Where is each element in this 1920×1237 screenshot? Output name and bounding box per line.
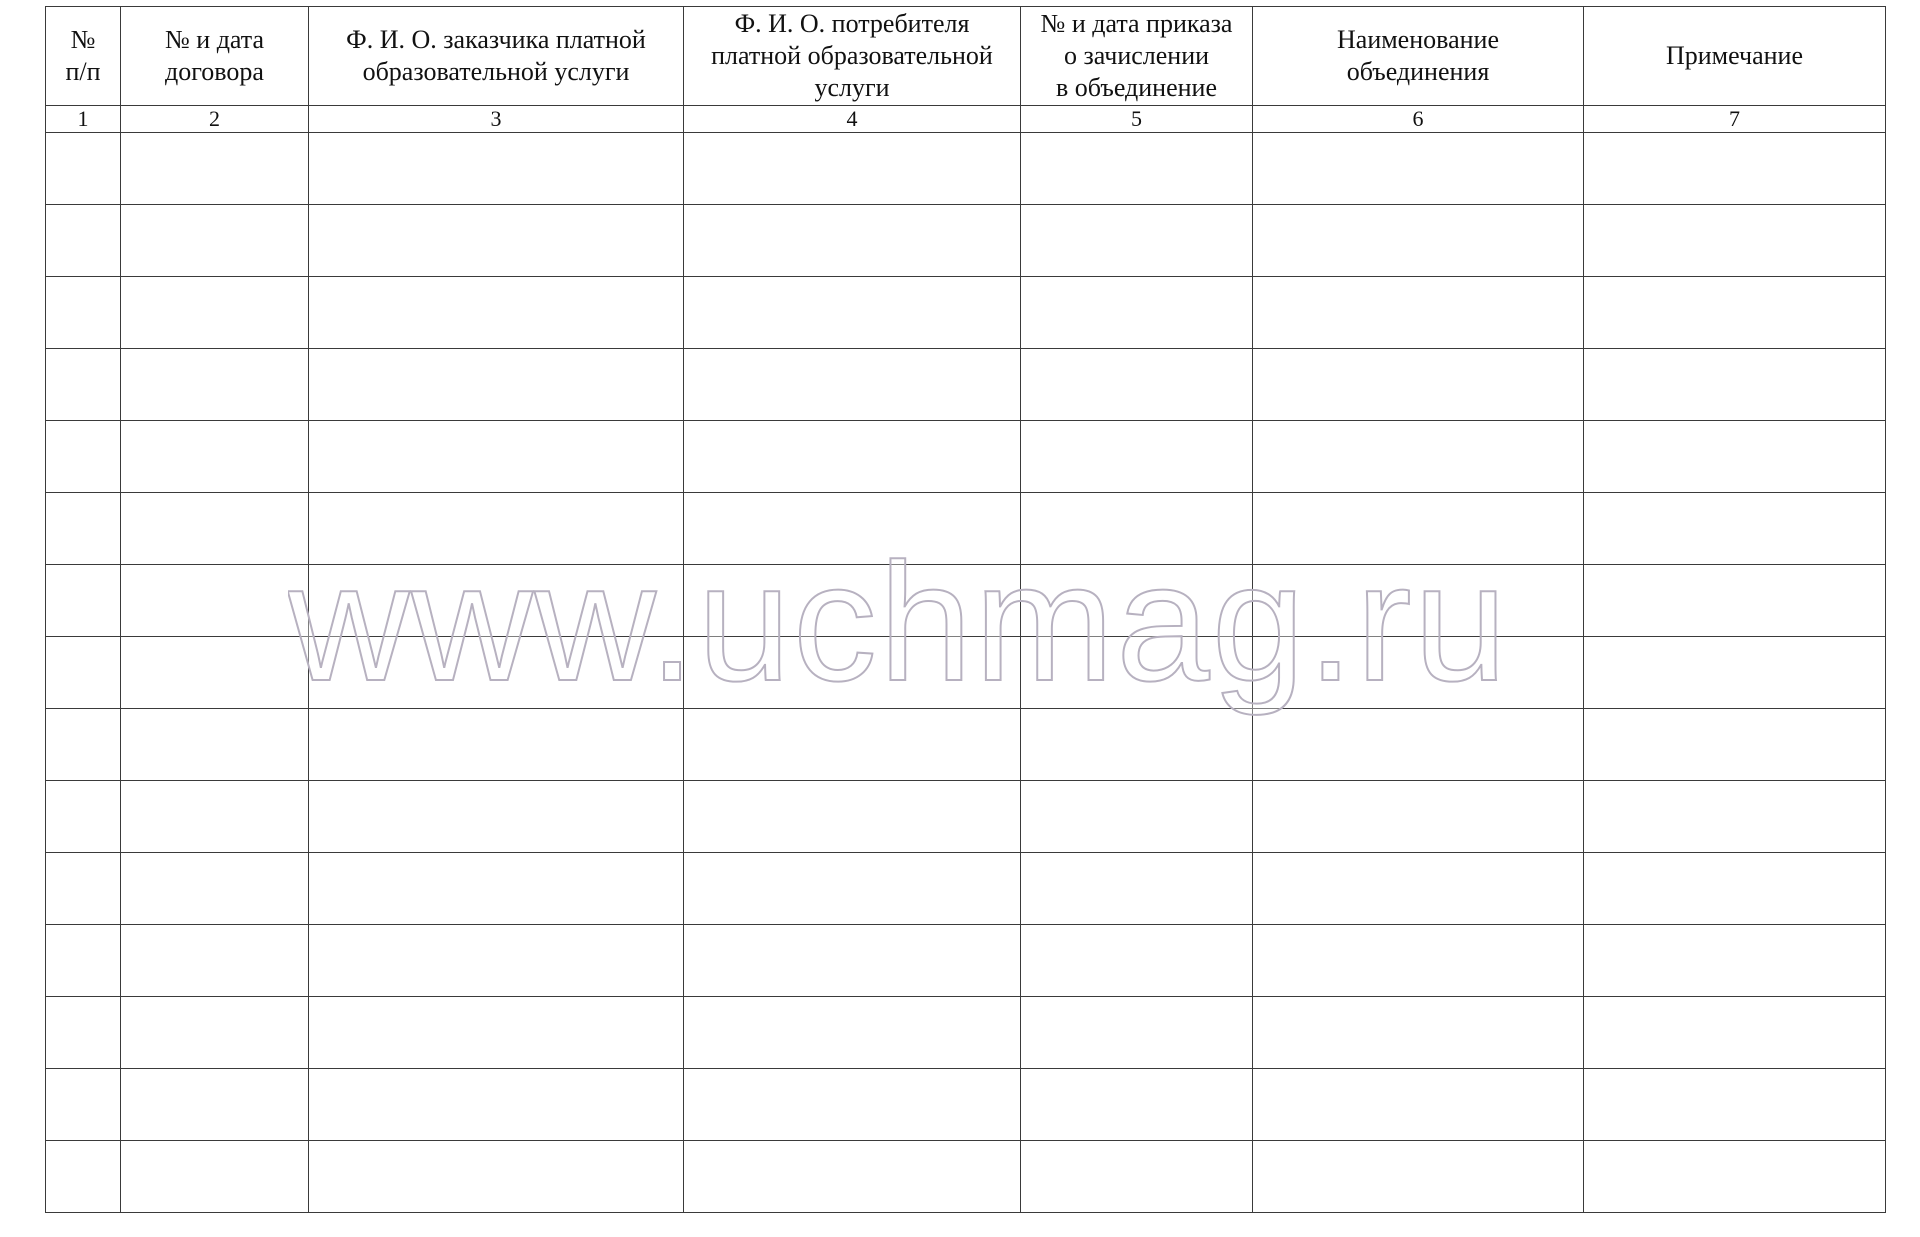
table-cell	[309, 421, 684, 493]
table-row	[46, 1141, 1886, 1213]
table-cell	[121, 1069, 309, 1141]
table-cell	[46, 133, 121, 205]
table-cell	[1584, 1069, 1886, 1141]
table-row	[46, 925, 1886, 997]
table-cell	[309, 277, 684, 349]
table-cell	[1021, 565, 1253, 637]
table-cell	[1021, 421, 1253, 493]
table-cell	[1584, 1141, 1886, 1213]
table-cell	[121, 133, 309, 205]
table-cell	[309, 565, 684, 637]
table-row	[46, 1069, 1886, 1141]
table-cell	[1584, 133, 1886, 205]
header-cell-consumer	[684, 7, 1021, 106]
table-cell	[684, 493, 1021, 565]
header-cell-row-number	[46, 7, 121, 106]
table-cell	[1584, 421, 1886, 493]
table-cell	[309, 133, 684, 205]
table-cell	[1253, 565, 1584, 637]
table-cell	[684, 1141, 1021, 1213]
table-cell	[121, 781, 309, 853]
table-cell	[121, 277, 309, 349]
table-cell	[46, 565, 121, 637]
column-number-row	[46, 106, 1886, 133]
table-cell	[46, 997, 121, 1069]
header-cell-note	[1584, 7, 1886, 106]
column-number: 6	[1253, 106, 1584, 133]
table-cell	[46, 277, 121, 349]
table-cell	[1021, 853, 1253, 925]
table-cell	[309, 997, 684, 1069]
table-cell	[309, 853, 684, 925]
table-cell	[684, 349, 1021, 421]
table-cell	[309, 1141, 684, 1213]
table-cell	[121, 709, 309, 781]
table-cell	[1253, 709, 1584, 781]
watermark-text: www.uchmag.ru	[288, 530, 1510, 716]
table-cell	[309, 709, 684, 781]
table-cell	[309, 637, 684, 709]
column-number: 2	[121, 106, 309, 133]
table-cell	[684, 277, 1021, 349]
table-cell	[1253, 997, 1584, 1069]
table-cell	[1021, 133, 1253, 205]
table-cell	[1021, 709, 1253, 781]
table-cell	[1253, 421, 1584, 493]
table-row	[46, 997, 1886, 1069]
header-cell-contract	[121, 7, 309, 106]
table-cell	[309, 1069, 684, 1141]
table-cell	[309, 493, 684, 565]
table-cell	[309, 349, 684, 421]
table-cell	[684, 133, 1021, 205]
table-cell	[1584, 709, 1886, 781]
table-cell	[1584, 853, 1886, 925]
table-row	[46, 205, 1886, 277]
table-cell	[1021, 925, 1253, 997]
table-cell	[46, 493, 121, 565]
header-cell-order	[1021, 7, 1253, 106]
table-body	[46, 133, 1886, 1213]
table-cell	[121, 421, 309, 493]
header-label-note: Примечание	[1665, 41, 1804, 70]
table-cell	[1021, 493, 1253, 565]
table-cell	[684, 421, 1021, 493]
table-cell	[1584, 925, 1886, 997]
table-cell	[1253, 925, 1584, 997]
table-row	[46, 349, 1886, 421]
table-cell	[684, 997, 1021, 1069]
column-number: 7	[1584, 106, 1886, 133]
table-row	[46, 709, 1886, 781]
table-cell	[1021, 349, 1253, 421]
table-cell	[684, 205, 1021, 277]
table-row	[46, 133, 1886, 205]
table-cell	[121, 565, 309, 637]
table-cell	[1021, 1141, 1253, 1213]
column-number: 4	[684, 106, 1021, 133]
table-cell	[46, 1141, 121, 1213]
table-cell	[309, 925, 684, 997]
table-row	[46, 565, 1886, 637]
table-cell	[1253, 637, 1584, 709]
table-cell	[1253, 1069, 1584, 1141]
table-cell	[121, 493, 309, 565]
table-cell	[684, 709, 1021, 781]
table-cell	[1253, 493, 1584, 565]
table-cell	[1584, 997, 1886, 1069]
table-row	[46, 781, 1886, 853]
table-cell	[1253, 349, 1584, 421]
table-cell	[46, 421, 121, 493]
table-cell	[1253, 133, 1584, 205]
table-cell	[121, 1141, 309, 1213]
table-cell	[1021, 1069, 1253, 1141]
table-cell	[1021, 781, 1253, 853]
table-cell	[46, 925, 121, 997]
table-cell	[1253, 1141, 1584, 1213]
header-label-consumer: Ф. И. О. потребителя платной образовательной услуги	[711, 9, 993, 102]
header-cell-customer	[309, 7, 684, 106]
table-cell	[1253, 205, 1584, 277]
table-cell	[46, 709, 121, 781]
table-cell	[1584, 205, 1886, 277]
table-cell	[684, 781, 1021, 853]
table-cell	[46, 349, 121, 421]
table-cell	[1253, 781, 1584, 853]
header-label-association: Наименование объединения	[1337, 25, 1499, 86]
table-cell	[309, 205, 684, 277]
table-cell	[684, 565, 1021, 637]
table-cell	[46, 205, 121, 277]
header-cell-association	[1253, 7, 1584, 106]
table-cell	[121, 349, 309, 421]
table-row	[46, 277, 1886, 349]
table-cell	[1021, 277, 1253, 349]
table-cell	[46, 1069, 121, 1141]
header-label-contract: № и дата договора	[164, 25, 265, 86]
header-row	[46, 7, 1886, 106]
table-cell	[1584, 349, 1886, 421]
table-cell	[1021, 997, 1253, 1069]
column-number: 1	[46, 106, 121, 133]
table-cell	[684, 853, 1021, 925]
table-cell	[121, 997, 309, 1069]
table-cell	[1584, 493, 1886, 565]
table-cell	[121, 853, 309, 925]
table-cell	[121, 205, 309, 277]
table-row	[46, 637, 1886, 709]
column-number: 3	[309, 106, 684, 133]
table-cell	[684, 1069, 1021, 1141]
table-row	[46, 493, 1886, 565]
table-cell	[1253, 277, 1584, 349]
table-cell	[684, 637, 1021, 709]
header-label-order: № и дата приказа о зачислении в объединение	[1040, 9, 1233, 102]
header-label-customer: Ф. И. О. заказчика платной образовательной услуги	[346, 25, 646, 86]
table-cell	[309, 781, 684, 853]
table-cell	[1584, 637, 1886, 709]
table-cell	[121, 637, 309, 709]
table-cell	[1584, 565, 1886, 637]
table-cell	[1584, 781, 1886, 853]
table-cell	[1253, 853, 1584, 925]
table-cell	[46, 637, 121, 709]
table-cell	[1584, 277, 1886, 349]
table-cell	[46, 781, 121, 853]
table-row	[46, 853, 1886, 925]
table-cell	[1021, 637, 1253, 709]
table-cell	[46, 853, 121, 925]
table-cell	[684, 925, 1021, 997]
header-label-row-number: № п/п	[65, 25, 101, 86]
table-cell	[121, 925, 309, 997]
register-table	[45, 6, 1886, 1213]
column-number: 5	[1021, 106, 1253, 133]
table-row	[46, 421, 1886, 493]
table-cell	[1021, 205, 1253, 277]
